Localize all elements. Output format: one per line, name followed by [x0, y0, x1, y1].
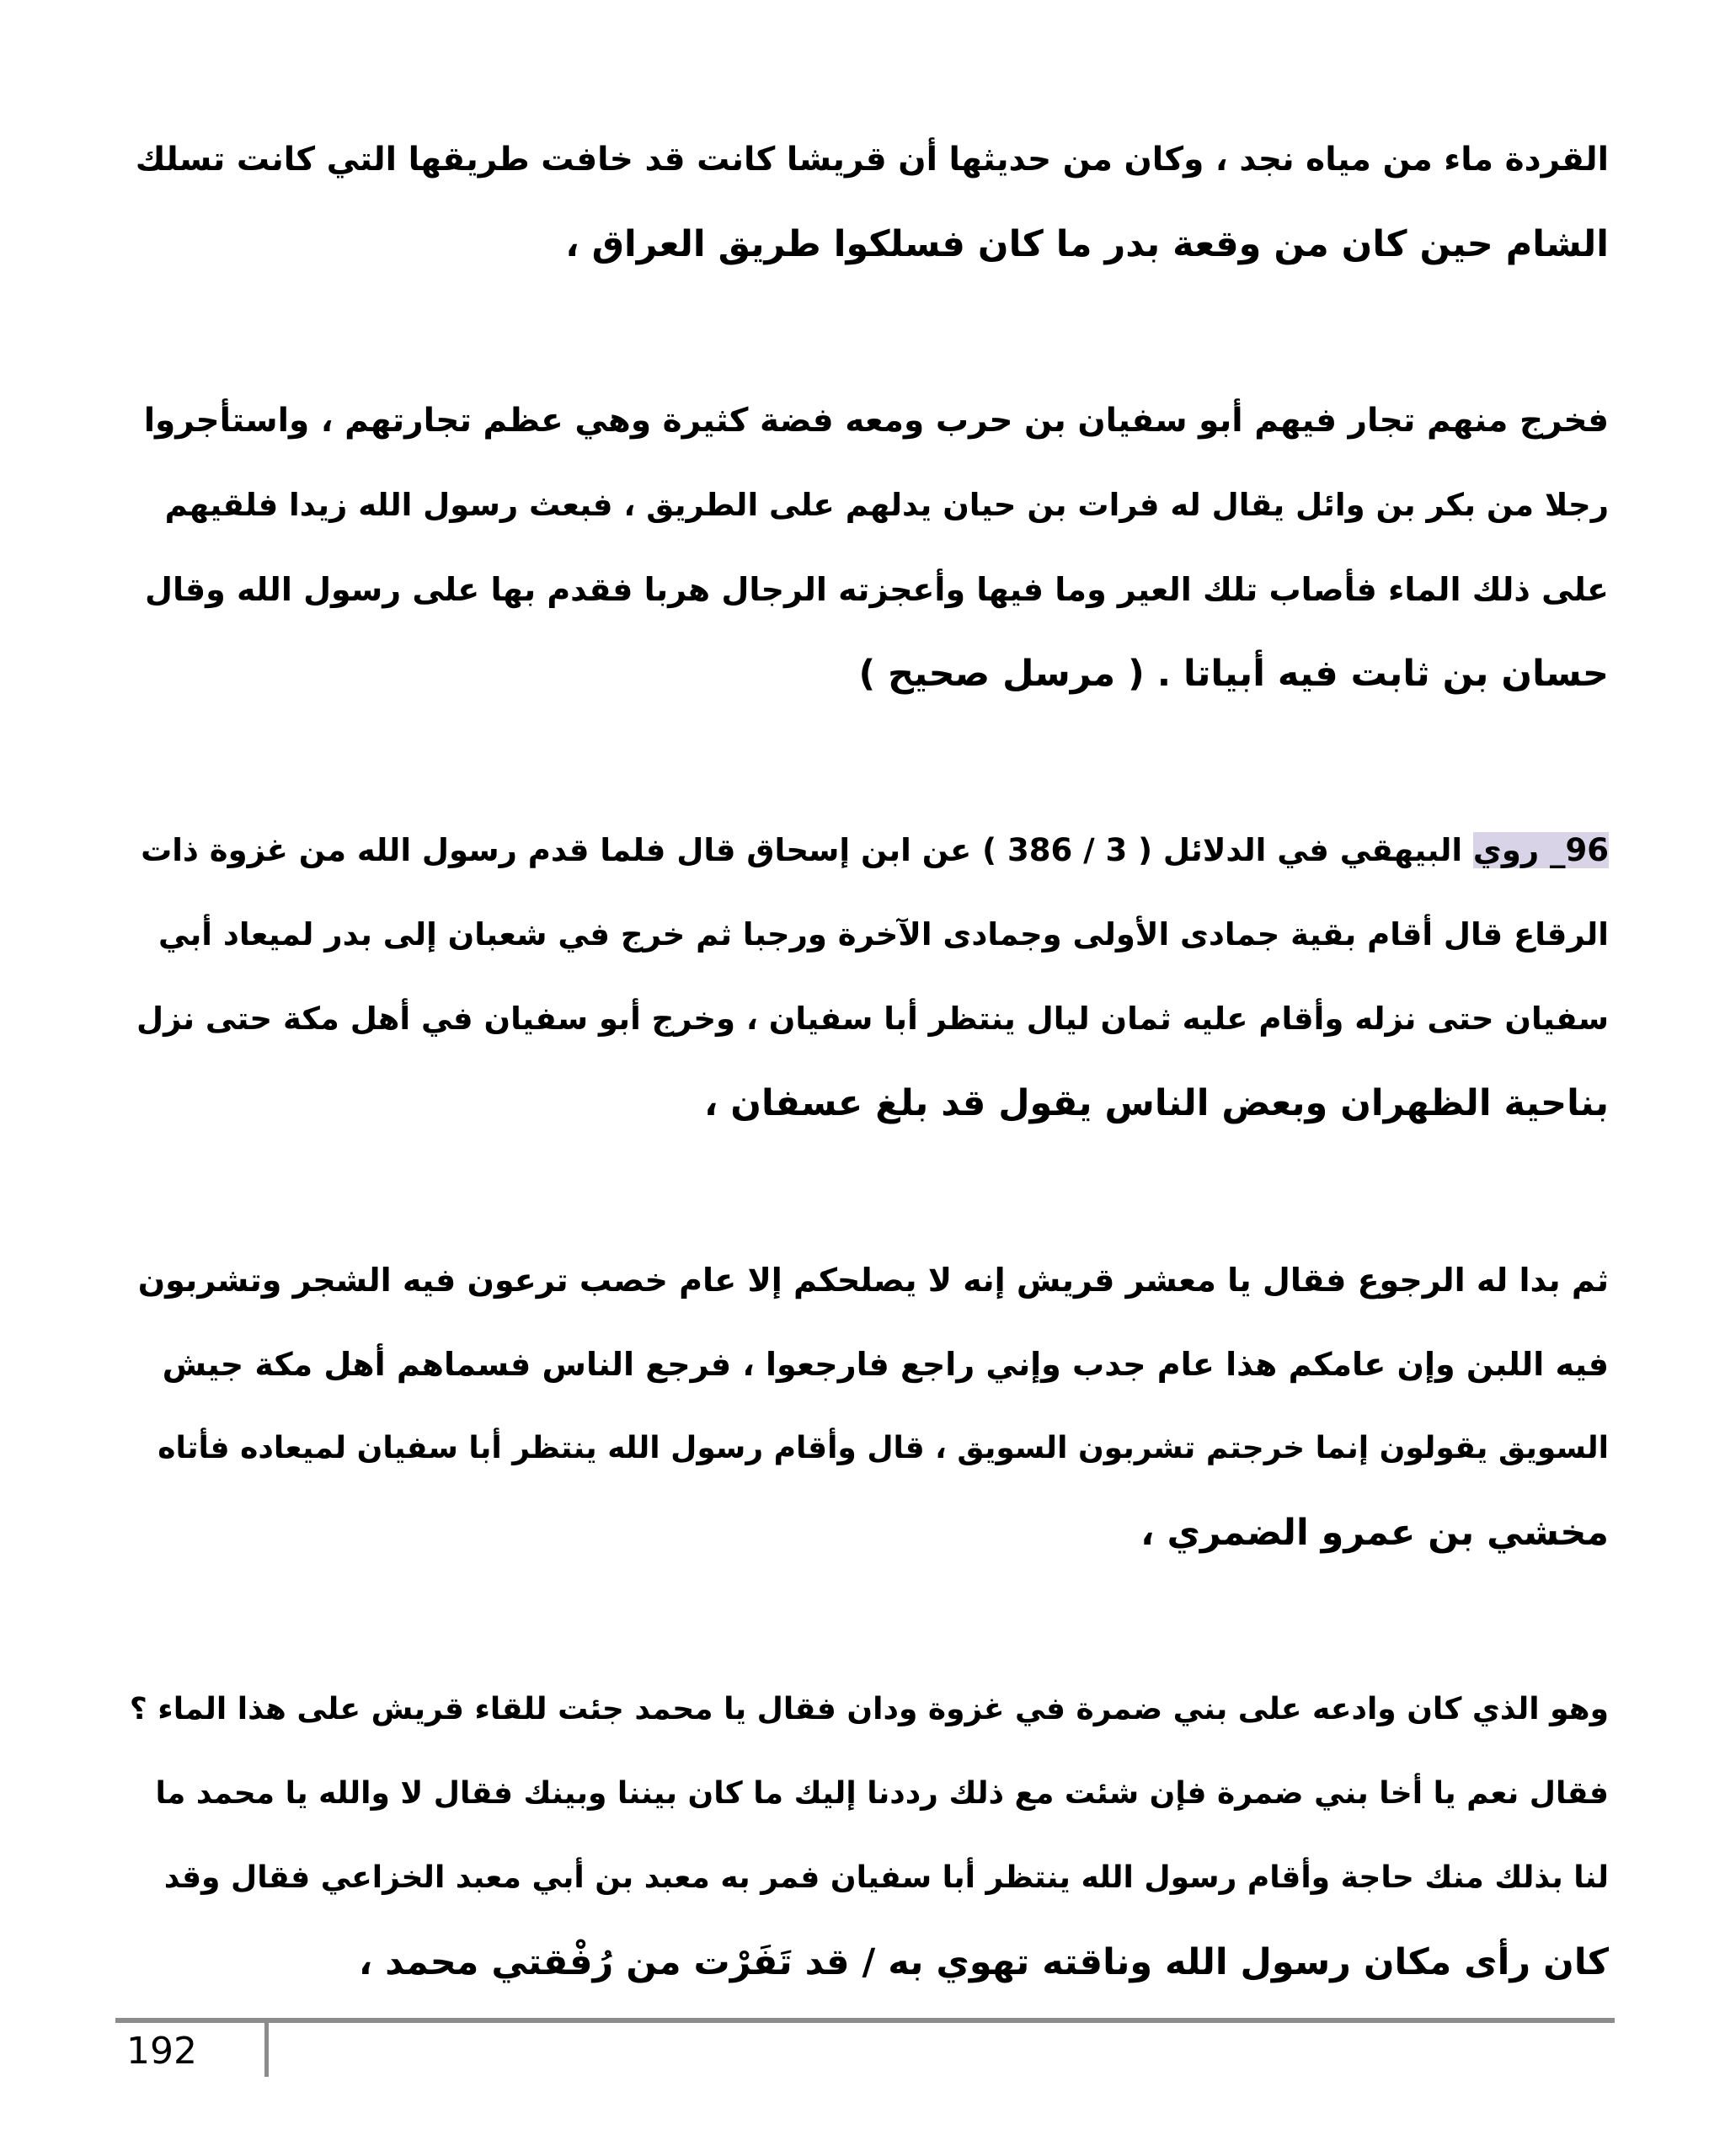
- text-line: لنا بذلك منك حاجة وأقام رسول الله ينتظر أبا سفيان فمر به معبد بن أبي معبد الخزاعي فقال وقد: [163, 1860, 1609, 1895]
- page-body: [126, 118, 1609, 2097]
- text-line-rest: البيهقي في الدلائل ( 3 / 386 ) عن ابن إسحاق قال فلما قدم رسول الله من غزوة ذات: [141, 832, 1473, 868]
- text-line-with-hadith-number: [126, 808, 1609, 893]
- text-line: وهو الذي كان وادعه على بني ضمرة في غزوة ودان فقال يا محمد جئت للقاء قريش على هذا الماء ؟: [129, 1692, 1609, 1726]
- footer-rule: [115, 2018, 1615, 2023]
- text-line: سفيان حتى نزله وأقام عليه ثمان ليال ينتظر أبا سفيان ، وخرج أبو سفيان في أهل مكة حتى نزل: [136, 1001, 1609, 1037]
- text-line: فقال نعم يا أخا بني ضمرة فإن شئت مع ذلك رددنا إليك ما كان بيننا وبينك فقال لا والله يا محمد ما: [155, 1776, 1609, 1811]
- text-line: رجلا من بكر بن وائل يقال له فرات بن حيان يدلهم على الطريق ، فبعث رسول الله زيدا فلقيهم: [164, 487, 1609, 523]
- text-line: على ذلك الماء فأصاب تلك العير وما فيها وأعجزته الرجال هربا فقدم بها على رسول الله وقال: [145, 571, 1609, 608]
- paragraph-2: [126, 379, 1609, 716]
- paragraph-3: [126, 808, 1609, 1145]
- text-line: السويق يقولون إنما خرجتم تشربون السويق ، قال وأقام رسول الله ينتظر أبا سفيان لميعاده فأتاه: [158, 1431, 1609, 1465]
- hadith-number-highlight: 96_ روي: [1472, 832, 1609, 868]
- text-line: فخرج منهم تجار فيهم أبو سفيان بن حرب ومعه فضة كثيرة وهي عظم تجارتهم ، واستأجروا: [143, 402, 1609, 440]
- text-line: الرقاع قال أقام بقية جمادى الأولى وجمادى الآخرة ورجبا ثم خرج في شعبان إلى بدر لميعاد أبي: [158, 916, 1609, 953]
- text-line: بناحية الظهران وبعض الناس يقول قد بلغ عسفان ،: [704, 1082, 1609, 1124]
- text-line: كان رأى مكان رسول الله وناقته تهوي به / قد تَفَرْت من رُفْقتي محمد ،: [358, 1941, 1609, 1983]
- paragraph-4: [126, 1238, 1609, 1575]
- page-number: 192: [126, 2030, 197, 2073]
- paragraph-5: [126, 1668, 1609, 2004]
- footer-separator: [264, 2023, 269, 2077]
- text-line: القردة ماء من مياه نجد ، وكان من حديثها أن قريشا كانت قد خافت طريقها التي كانت تسلك: [135, 141, 1609, 179]
- text-line: فيه اللبن وإن عامكم هذا عام جدب وإني راجع فارجعوا ، فرجع الناس فسماهم أهل مكة جيش: [162, 1346, 1609, 1383]
- text-line: ثم بدا له الرجوع فقال يا معشر قريش إنه لا يصلحكم إلا عام خصب ترعون فيه الشجر وتشربون: [137, 1262, 1609, 1299]
- text-line: الشام حين كان من وقعة بدر ما كان فسلكوا طريق العراق ،: [565, 223, 1609, 265]
- text-line: حسان بن ثابت فيه أبياتا . ( مرسل صحيح ): [858, 653, 1609, 695]
- paragraph-1: [126, 118, 1609, 286]
- text-line: مخشي بن عمرو الضمري ،: [1140, 1512, 1609, 1554]
